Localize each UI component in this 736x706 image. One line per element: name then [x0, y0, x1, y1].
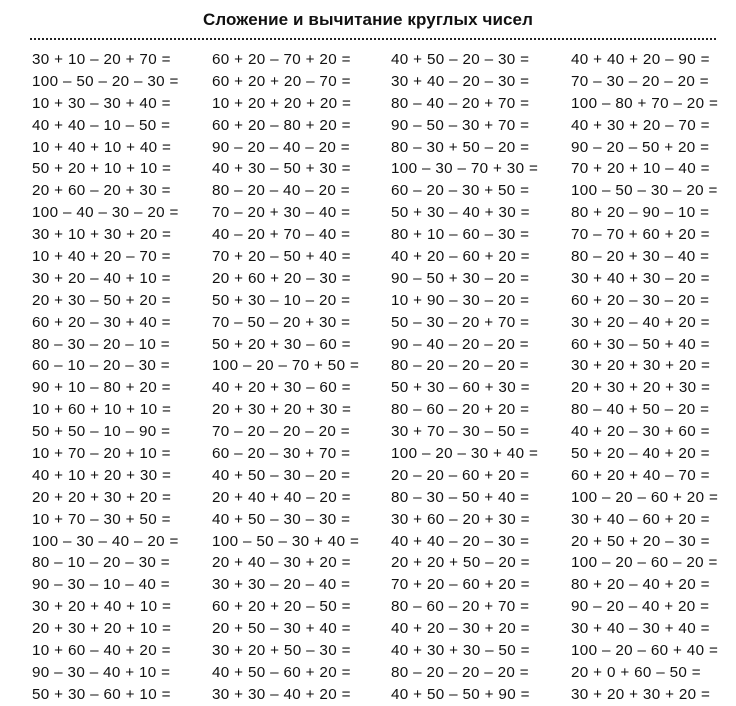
exercise-column-4 [571, 49, 718, 706]
exercise: 30 + 70 – 30 – 50 = [391, 423, 530, 441]
exercise-grid [0, 49, 736, 701]
exercise: 80 – 40 + 50 – 20 = [571, 401, 710, 419]
exercise: 10 + 20 + 20 + 20 = [212, 94, 352, 112]
exercise: 80 – 60 – 20 + 20 = [391, 401, 530, 419]
exercise: 70 – 30 – 20 – 20 = [571, 72, 709, 90]
exercise: 100 – 50 – 30 + 40 = [212, 532, 360, 550]
exercise: 60 + 20 + 20 – 50 = [212, 598, 351, 616]
exercise: 40 + 20 – 30 + 20 = [391, 620, 530, 638]
exercise: 80 – 40 – 20 + 70 = [391, 94, 530, 112]
exercise: 20 + 20 + 30 + 20 = [32, 488, 172, 506]
exercise: 20 + 40 + 40 – 20 = [212, 488, 351, 506]
exercise: 70 – 70 + 60 + 20 = [571, 226, 710, 244]
exercise: 20 + 50 – 30 + 40 = [212, 620, 351, 638]
exercise: 80 – 20 + 30 – 40 = [571, 248, 710, 266]
exercise: 30 + 20 – 40 + 20 = [571, 313, 710, 331]
exercise: 100 – 30 – 70 + 30 = [391, 160, 539, 178]
exercise: 10 + 60 + 10 + 10 = [32, 401, 172, 419]
exercise: 40 + 50 – 30 – 30 = [212, 510, 351, 528]
exercise: 30 + 20 + 30 + 20 = [571, 685, 711, 703]
exercise: 40 + 20 + 30 – 60 = [212, 379, 351, 397]
exercise: 20 + 30 + 20 + 30 = [571, 379, 711, 397]
exercise: 30 + 10 + 30 + 20 = [32, 226, 172, 244]
exercise: 80 – 60 – 20 + 70 = [391, 598, 530, 616]
dotted-divider [30, 38, 716, 40]
exercise: 40 + 50 – 20 – 30 = [391, 51, 530, 68]
exercise-column-1 [32, 49, 179, 706]
exercise: 50 – 30 – 20 + 70 = [391, 313, 530, 331]
exercise: 10 + 40 + 10 + 40 = [32, 138, 172, 156]
exercise: 20 + 0 + 60 – 50 = [571, 663, 702, 681]
exercise: 10 + 70 – 20 + 10 = [32, 445, 171, 463]
exercise: 90 – 30 – 40 + 10 = [32, 663, 171, 681]
exercise: 50 + 20 – 40 + 20 = [571, 445, 710, 463]
exercise: 20 + 60 + 20 – 30 = [212, 269, 351, 287]
exercise: 10 + 60 – 40 + 20 = [32, 642, 171, 660]
exercise: 90 – 40 – 20 – 20 = [391, 335, 529, 353]
exercise: 70 – 20 + 30 – 40 = [212, 204, 351, 222]
exercise: 80 – 30 – 50 + 40 = [391, 488, 530, 506]
exercise: 30 + 10 – 20 + 70 = [32, 51, 171, 68]
exercise: 30 + 40 + 30 – 20 = [571, 269, 710, 287]
exercise: 30 + 20 + 30 + 20 = [571, 357, 711, 375]
exercise-column-3 [391, 49, 538, 706]
exercise: 40 + 10 + 20 + 30 = [32, 466, 172, 484]
exercise: 80 + 20 – 40 + 20 = [571, 576, 710, 594]
exercise: 40 + 40 – 20 – 30 = [391, 532, 530, 550]
exercise: 60 + 20 + 20 – 70 = [212, 72, 351, 90]
exercise: 10 + 40 + 20 – 70 = [32, 248, 171, 266]
exercise: 20 + 30 + 20 + 10 = [32, 620, 172, 638]
exercise: 20 + 60 – 20 + 30 = [32, 182, 171, 200]
exercise: 100 – 20 – 60 – 20 = [571, 554, 718, 572]
exercise: 40 + 40 + 20 – 90 = [571, 51, 710, 68]
exercise: 70 – 20 – 20 – 20 = [212, 423, 350, 441]
exercise: 10 + 30 – 30 + 40 = [32, 94, 171, 112]
exercise: 60 + 20 – 30 – 20 = [571, 291, 710, 309]
exercise: 40 + 20 – 60 + 20 = [391, 248, 530, 266]
exercise: 70 + 20 – 50 + 40 = [212, 248, 351, 266]
exercise: 100 – 30 – 40 – 20 = [32, 532, 179, 550]
exercise: 80 + 10 – 60 – 30 = [391, 226, 530, 244]
exercise: 100 – 50 – 30 – 20 = [571, 182, 718, 200]
exercise: 60 – 20 – 30 + 50 = [391, 182, 530, 200]
exercise: 80 – 20 – 20 – 20 = [391, 357, 529, 375]
exercise: 40 + 50 – 30 – 20 = [212, 466, 351, 484]
exercise: 100 – 20 – 60 + 20 = [571, 488, 719, 506]
exercise: 70 – 50 – 20 + 30 = [212, 313, 351, 331]
exercise: 80 – 30 – 20 – 10 = [32, 335, 170, 353]
exercise: 80 + 20 – 90 – 10 = [571, 204, 710, 222]
exercise: 30 + 20 – 40 + 10 = [32, 269, 171, 287]
exercise: 30 + 40 – 30 + 40 = [571, 620, 710, 638]
exercise: 50 + 30 – 40 + 30 = [391, 204, 530, 222]
exercise: 100 – 20 – 60 + 40 = [571, 642, 719, 660]
exercise: 10 + 90 – 30 – 20 = [391, 291, 530, 309]
exercise: 80 – 10 – 20 – 30 = [32, 554, 170, 572]
exercise: 60 + 20 – 80 + 20 = [212, 116, 351, 134]
exercise: 60 + 20 – 30 + 40 = [32, 313, 171, 331]
exercise: 20 – 20 – 60 + 20 = [391, 466, 530, 484]
exercise: 50 + 50 – 10 – 90 = [32, 423, 171, 441]
exercise: 60 – 10 – 20 – 30 = [32, 357, 170, 375]
exercise: 20 + 30 + 20 + 30 = [212, 401, 352, 419]
exercise: 30 + 60 – 20 + 30 = [391, 510, 530, 528]
exercise: 80 – 30 + 50 – 20 = [391, 138, 530, 156]
exercise: 70 + 20 + 10 – 40 = [571, 160, 710, 178]
exercise: 60 + 20 + 40 – 70 = [571, 466, 710, 484]
exercise: 90 – 20 – 40 + 20 = [571, 598, 710, 616]
exercise: 90 – 20 – 40 – 20 = [212, 138, 350, 156]
exercise: 20 + 40 – 30 + 20 = [212, 554, 351, 572]
exercise: 80 – 20 – 20 – 20 = [391, 663, 529, 681]
exercise: 100 – 20 – 30 + 40 = [391, 445, 539, 463]
exercise: 40 – 20 + 70 – 40 = [212, 226, 351, 244]
exercise: 30 + 20 + 50 – 30 = [212, 642, 351, 660]
exercise: 90 + 10 – 80 + 20 = [32, 379, 171, 397]
exercise: 30 + 30 – 20 – 40 = [212, 576, 351, 594]
exercise: 40 + 30 – 50 + 30 = [212, 160, 351, 178]
exercise: 30 + 40 – 20 – 30 = [391, 72, 530, 90]
exercise: 100 – 40 – 30 – 20 = [32, 204, 179, 222]
exercise: 60 – 20 – 30 + 70 = [212, 445, 351, 463]
worksheet-title: Сложение и вычитание круглых чисел [202, 10, 534, 29]
exercise: 50 + 30 – 60 + 10 = [32, 685, 171, 703]
exercise: 50 + 20 + 10 + 10 = [32, 160, 172, 178]
exercise: 50 + 30 – 60 + 30 = [391, 379, 530, 397]
exercise: 100 – 50 – 20 – 30 = [32, 72, 179, 90]
exercise: 40 + 30 + 30 – 50 = [391, 642, 530, 660]
exercise: 40 + 50 – 50 + 90 = [391, 685, 530, 703]
exercise: 40 + 40 – 10 – 50 = [32, 116, 171, 134]
exercise: 90 – 50 + 30 – 20 = [391, 269, 530, 287]
exercise: 30 + 40 – 60 + 20 = [571, 510, 710, 528]
exercise: 40 + 50 – 60 + 20 = [212, 663, 351, 681]
exercise: 50 + 20 + 30 – 60 = [212, 335, 351, 353]
exercise: 10 + 70 – 30 + 50 = [32, 510, 171, 528]
exercise: 90 – 30 – 10 – 40 = [32, 576, 170, 594]
exercise: 70 + 20 – 60 + 20 = [391, 576, 530, 594]
exercise: 20 + 20 + 50 – 20 = [391, 554, 530, 572]
exercise: 60 + 20 – 70 + 20 = [212, 51, 351, 68]
exercise: 90 – 20 – 50 + 20 = [571, 138, 710, 156]
exercise: 80 – 20 – 40 – 20 = [212, 182, 350, 200]
exercise: 60 + 30 – 50 + 40 = [571, 335, 710, 353]
exercise: 90 – 50 – 30 + 70 = [391, 116, 530, 134]
exercise: 20 + 30 – 50 + 20 = [32, 291, 171, 309]
exercise: 40 + 20 – 30 + 60 = [571, 423, 710, 441]
exercise: 20 + 50 + 20 – 30 = [571, 532, 710, 550]
exercise: 50 + 30 – 10 – 20 = [212, 291, 351, 309]
exercise-column-2 [212, 49, 359, 706]
exercise: 40 + 30 + 20 – 70 = [571, 116, 710, 134]
exercise: 30 + 20 + 40 + 10 = [32, 598, 172, 616]
exercise: 100 – 20 – 70 + 50 = [212, 357, 360, 375]
exercise: 100 – 80 + 70 – 20 = [571, 94, 719, 112]
exercise: 30 + 30 – 40 + 20 = [212, 685, 351, 703]
